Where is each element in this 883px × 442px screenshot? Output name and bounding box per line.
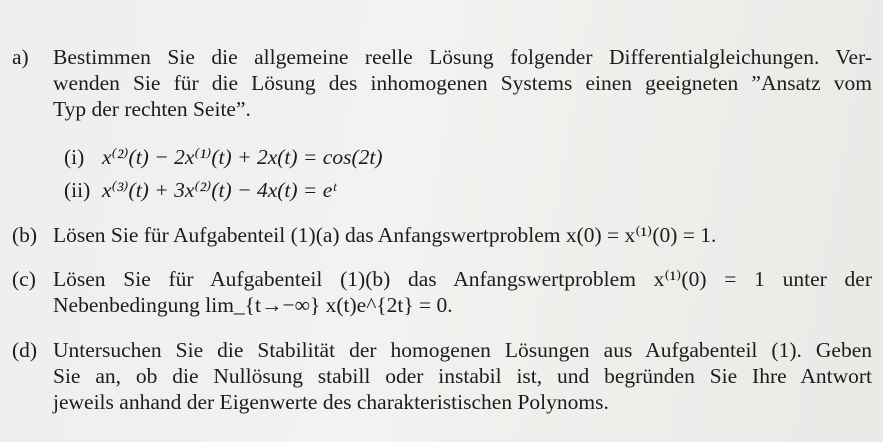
part-b-text: Lösen Sie für Aufgabenteil (1)(a) das Anfangswertproblem x(0) = x⁽¹⁾(0) = 1. (53, 223, 717, 247)
part-d-line-1: Untersuchen Sie die Stabilität der homogenen Lösungen aus Aufgabenteil (1). Geben (53, 338, 872, 362)
part-c (12, 266, 872, 322)
part-a (12, 44, 872, 124)
part-c-label: (c) (12, 267, 36, 291)
part-d-line-3: jeweils anhand der Eigenwerte des charakteristischen Polynoms. (53, 390, 609, 414)
part-b-label: (b) (12, 223, 38, 247)
part-c-line-2: Nebenbedingung lim_{t→−∞} x(t)e^{2t} = 0. (53, 293, 453, 317)
part-a-subitem-ii (64, 177, 336, 203)
part-a-text (53, 44, 872, 122)
subitem-ii-equation: x⁽³⁾(t) + 3x⁽²⁾(t) − 4x(t) = eᵗ (102, 178, 336, 202)
part-b (12, 222, 872, 250)
part-d-text (53, 337, 872, 415)
part-b-body (53, 222, 872, 248)
part-c-line-1: Lösen Sie für Aufgabenteil (1)(b) das Anfangswertproblem x⁽¹⁾(0) = 1 unter der (53, 267, 872, 291)
part-d-label: (d) (12, 338, 38, 362)
part-d (12, 337, 872, 417)
subitem-ii-label: (ii) (64, 178, 91, 202)
part-a-line-1: Bestimmen Sie die allgemeine reelle Lösung folgender Differentialgleichungen. Ver- (53, 45, 872, 69)
part-c-text (53, 266, 872, 318)
subitem-i-label: (i) (64, 145, 85, 169)
part-d-line-2: Sie an, ob die Nullösung stabill oder instabil ist, und begründen Sie Ihre Antwort (53, 364, 872, 388)
part-a-subitem-i (64, 144, 383, 170)
subitem-i-equation: x⁽²⁾(t) − 2x⁽¹⁾(t) + 2x(t) = cos(2t) (102, 145, 383, 169)
part-a-line-2: wenden Sie für die Lösung des inhomogenen Systems einen geeigneten ”Ansatz vom (53, 71, 872, 95)
part-a-label: a) (12, 45, 29, 69)
part-a-line-3: Typ der rechten Seite”. (53, 97, 251, 121)
